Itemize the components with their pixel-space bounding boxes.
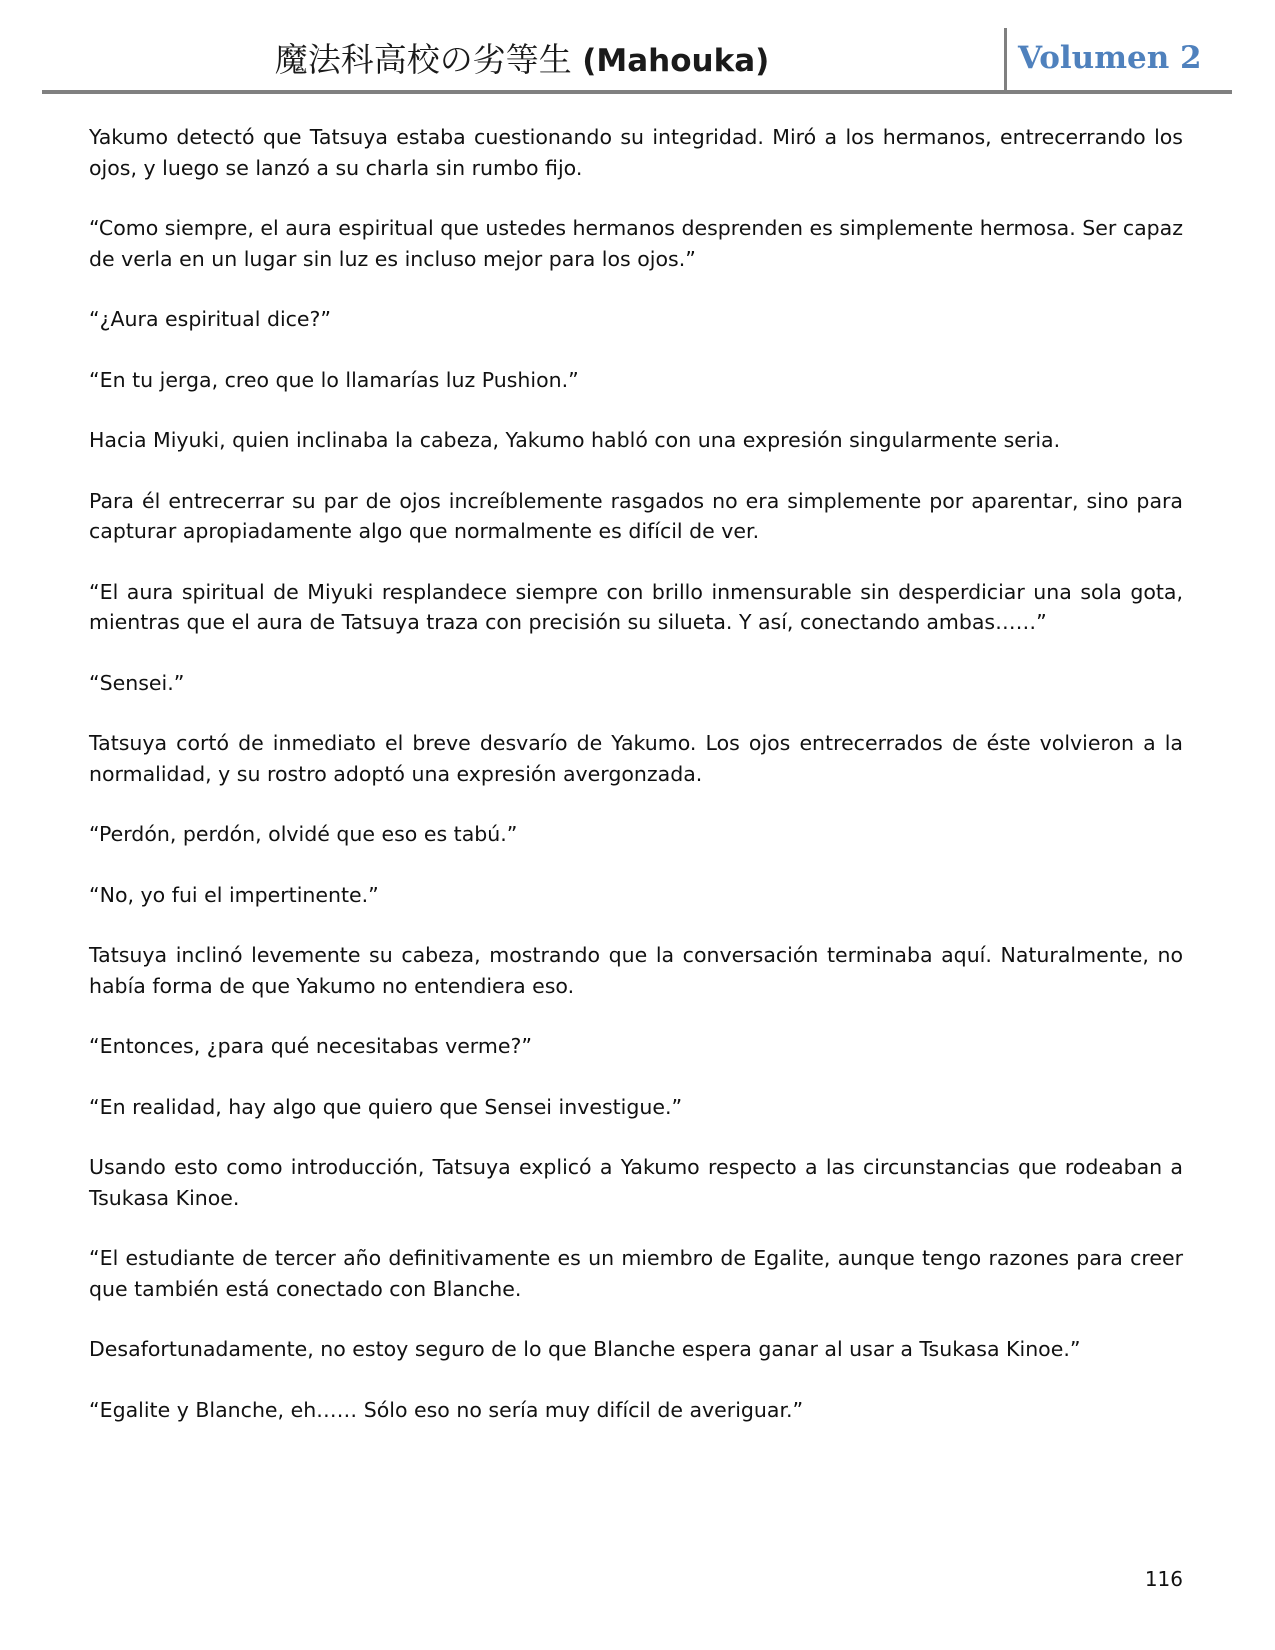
paragraph: Desafortunadamente, no estoy seguro de lo que Blanche espera ganar al usar a Tsukasa Kinoe.” <box>89 1337 1081 1361</box>
book-title-latin: (Mahouka) <box>582 43 770 79</box>
paragraph: Yakumo detectó que Tatsuya estaba cuestionando su integridad. Miró a los hermanos, entrecerrando los ojos, y luego se lanzó a su charla sin rumbo fijo. <box>89 125 1183 180</box>
page-number: 116 <box>1144 1567 1183 1591</box>
paragraph: Hacia Miyuki, quien inclinaba la cabeza, Yakumo habló con una expresión singularmente seria. <box>89 428 1061 452</box>
book-title <box>42 38 1002 83</box>
page-header <box>42 28 1232 92</box>
paragraph: Tatsuya inclinó levemente su cabeza, mostrando que la conversación terminaba aquí. Naturalmente, no había forma de que Yakumo no entendiera eso. <box>89 943 1183 998</box>
volume-label: Volumen 2 <box>1018 40 1202 76</box>
paragraph: “Egalite y Blanche, eh…… Sólo eso no sería muy difícil de averiguar.” <box>89 1397 804 1422</box>
paragraph: “En realidad, hay algo que quiero que Sensei investigue.” <box>89 1094 683 1119</box>
paragraph: “Sensei.” <box>89 670 185 695</box>
paragraph: “Perdón, perdón, olvidé que eso es tabú.” <box>89 822 518 846</box>
header-rule <box>42 90 1232 94</box>
page-body <box>89 122 1183 1455</box>
paragraph: Tatsuya cortó de inmediato el breve desvarío de Yakumo. Los ojos entrecerrados de éste volvieron a la normalidad, y su rostro adoptó una expresión avergonzada. <box>89 731 1183 786</box>
book-title-japanese: 魔法科高校の劣等生 <box>274 40 572 79</box>
paragraph: “El estudiante de tercer año definitivamente es un miembro de Egalite, aunque tengo razones para creer que también está conectado con Blanche. <box>89 1246 1183 1301</box>
paragraph: Usando esto como introducción, Tatsuya explicó a Yakumo respecto a las circunstancias que rodeaban a Tsukasa Kinoe. <box>89 1155 1183 1210</box>
paragraph: “Entonces, ¿para qué necesitabas verme?” <box>89 1034 532 1058</box>
header-divider <box>1004 28 1007 92</box>
paragraph: “Como siempre, el aura espiritual que ustedes hermanos desprenden es simplemente hermosa. Ser capaz de verla en un lugar sin luz es incluso mejor para los ojos.” <box>89 216 1183 271</box>
paragraph: “No, yo fui el impertinente.” <box>89 882 379 907</box>
paragraph: “En tu jerga, creo que lo llamarías luz Pushion.” <box>89 367 579 392</box>
paragraph: “El aura spiritual de Miyuki resplandece siempre con brillo inmensurable sin desperdiciar una sola gota, mientras que el aura de Tatsuya traza con precisión su silueta. Y así, conectando ambas……” <box>89 579 1183 634</box>
paragraph: “¿Aura espiritual dice?” <box>89 307 332 331</box>
paragraph: Para él entrecerrar su par de ojos increíblemente rasgados no era simplemente por aparentar, sino para capturar apropiadamente algo que normalmente es difícil de ver. <box>89 488 1183 543</box>
